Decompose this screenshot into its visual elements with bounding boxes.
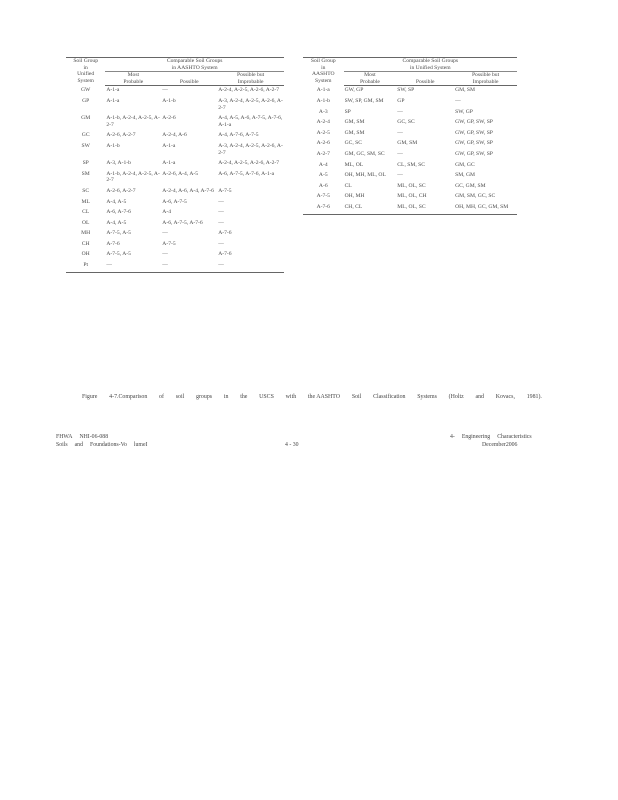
cell-improbable: A-4, A-5, A-6, A-7-5, A-7-6, A-1-a <box>218 115 283 128</box>
footer-document-number <box>56 434 115 440</box>
word: with <box>285 394 297 400</box>
cell-possible: A-2-4, A-6 <box>162 132 187 139</box>
cell-most-probable: OH, MH <box>344 193 365 200</box>
cell-possible: A-1-a <box>162 142 176 149</box>
aashto-to-uscs-table <box>303 57 517 215</box>
cell-most-probable: A-7-6 <box>106 240 120 247</box>
word: Classification <box>373 394 406 400</box>
figure-caption <box>82 394 542 400</box>
cell-most-probable: A-3, A-1-b <box>106 160 131 167</box>
cell-most-probable: SW, SP, GM, SM <box>344 97 384 104</box>
cell-most-probable: A-1-b <box>106 142 120 149</box>
table-row <box>303 203 517 214</box>
cell-improbable: A-7-6 <box>218 251 232 258</box>
cell-improbable: A-2-4, A-2-5, A-2-6, A-2-7 <box>218 160 280 167</box>
word: Figure <box>82 394 98 400</box>
table-row <box>66 187 284 198</box>
cell-improbable: GW, GP, SW, SP <box>455 140 493 147</box>
cell-possible: — <box>397 108 403 115</box>
word: Kovacs, <box>495 394 515 400</box>
cell-possible: CL, SM, SC <box>397 161 425 168</box>
cell-most-probable: A-2-6, A-2-7 <box>106 187 136 194</box>
cell-soil-group: CL <box>82 209 90 216</box>
cell-most-probable: A-4, A-5 <box>106 219 127 226</box>
table-row <box>66 97 284 114</box>
table-row <box>66 229 284 240</box>
header-most-probable: Most Probable <box>105 72 161 86</box>
cell-improbable: A-4, A-7-6, A-7-5 <box>218 132 259 139</box>
cell-possible: — <box>161 261 217 272</box>
cell-most-probable: A-1-b, A-2-4, A-2-5, A-2-7 <box>106 170 160 184</box>
cell-possible: A-2-4, A-6, A-4, A-7-6 <box>162 187 214 194</box>
cell-possible: A-1-b <box>162 97 176 104</box>
word: 4-7.Comparison <box>109 394 148 400</box>
cell-improbable: — <box>218 209 224 216</box>
cell-soil-group: GC <box>81 132 90 139</box>
word: the AASHTO <box>307 394 341 400</box>
cell-soil-group: SP <box>82 160 89 167</box>
cell-soil-group: A-1-a <box>316 86 330 93</box>
cell-most-probable: OH, MH, ML, OL <box>344 172 386 179</box>
cell-possible: ML, OL, CH <box>397 193 427 200</box>
cell-improbable: A-6, A-7-5, A-7-6, A-1-a <box>218 170 275 177</box>
word: Soil <box>351 394 362 400</box>
table-row <box>66 86 284 97</box>
cell-improbable: A-3, A-2-4, A-2-5, A-2-6, A-2-7 <box>218 142 283 156</box>
cell-possible: — <box>162 230 168 237</box>
cell-soil-group: A-5 <box>318 172 328 179</box>
cell-possible: — <box>397 129 403 136</box>
cell-soil-group: GW <box>81 86 91 93</box>
table-row <box>66 159 284 170</box>
table-row <box>66 261 284 272</box>
cell-improbable: OH, MH, GC, GM, SM <box>454 203 517 214</box>
cell-most-probable: A-7-5, A-5 <box>106 230 131 237</box>
cell-improbable: A-7-5 <box>218 187 232 194</box>
cell-possible: A-6, A-7-5 <box>162 198 187 205</box>
cell-soil-group: GM <box>81 115 91 122</box>
cell-improbable: GC, GM, SM <box>455 182 486 189</box>
cell-most-probable: A-7-5, A-5 <box>106 251 131 258</box>
cell-most-probable: GC, SC <box>344 140 362 147</box>
table-row <box>303 161 517 172</box>
header-comparable-groups: Comparable Soil Groups in Unified System <box>344 58 517 72</box>
cell-soil-group: SM <box>81 170 90 177</box>
cell-soil-group: CH <box>81 240 90 247</box>
cell-soil-group: GP <box>82 97 90 104</box>
table-row <box>66 219 284 230</box>
table-row <box>66 131 284 142</box>
cell-most-probable: A-1-a <box>106 97 120 104</box>
word: of <box>159 394 164 400</box>
cell-possible: SW, SP <box>397 87 415 94</box>
cell-possible: GC, SC <box>397 119 415 126</box>
cell-possible: A-1-a <box>162 160 176 167</box>
table-row <box>66 208 284 219</box>
cell-most-probable: ML, OL <box>344 161 364 168</box>
table-row <box>303 97 517 108</box>
header-soil-group: Soil Group in Unified System <box>66 58 105 86</box>
header-improbable: Possible but Improbable <box>217 72 284 86</box>
cell-soil-group: A-4 <box>318 161 328 168</box>
cell-most-probable: GM, GC, SM, SC <box>344 150 385 157</box>
cell-soil-group: A-2-5 <box>316 129 330 136</box>
cell-possible: GM, SM <box>397 140 418 147</box>
cell-soil-group: A-1-b <box>316 97 330 104</box>
cell-improbable: — <box>217 261 284 272</box>
word: Systems <box>417 394 437 400</box>
cell-improbable: A-2-4, A-2-5, A-2-6, A-2-7 <box>218 87 280 94</box>
cell-soil-group: ML <box>81 198 90 205</box>
cell-soil-group: OH <box>81 251 90 258</box>
table-row <box>303 139 517 150</box>
cell-most-probable: A-4, A-5 <box>106 198 127 205</box>
word: and <box>74 442 83 448</box>
word: Soils <box>56 442 68 448</box>
cell-possible: A-6, A-7-5, A-7-6 <box>162 219 203 226</box>
cell-most-probable: A-6, A-7-6 <box>106 209 131 216</box>
cell-most-probable: SP <box>344 108 351 115</box>
cell-improbable: GM, SM, GC, SC <box>455 193 496 200</box>
header-possible: Possible <box>396 72 454 86</box>
cell-most-probable: A-2-6, A-2-7 <box>106 132 136 139</box>
table-row <box>303 182 517 193</box>
cell-most-probable: CL <box>344 182 352 189</box>
word: NHI-06-088 <box>79 434 109 440</box>
word: groups <box>196 394 213 400</box>
cell-improbable: GW, GP, SW, SP <box>455 129 493 136</box>
cell-possible: — <box>162 87 168 94</box>
word: Foundations-Vo <box>89 442 127 448</box>
cell-possible: A-4 <box>162 209 171 216</box>
header-most-probable: Most Probable <box>344 72 397 86</box>
cell-improbable: — <box>218 219 224 226</box>
cell-improbable: GW, GP, SW, SP <box>455 150 493 157</box>
cell-possible: ML, OL, SC <box>397 182 426 189</box>
cell-possible: ML, OL, SC <box>396 203 454 214</box>
word: 1981). <box>526 394 542 400</box>
cell-most-probable: A-1-a <box>106 87 120 94</box>
table-row <box>66 240 284 251</box>
footer-document-title <box>56 442 154 448</box>
cell-possible: — <box>162 251 168 258</box>
right-table-body <box>303 86 517 214</box>
cell-improbable: GW, GP, SW, SP <box>455 119 493 126</box>
table-row <box>66 170 284 187</box>
table-row <box>66 198 284 209</box>
uscs-to-aashto-table <box>66 57 284 273</box>
cell-possible: A-2-6 <box>162 115 176 122</box>
table-row <box>303 171 517 182</box>
header-improbable: Possible but Improbable <box>454 72 517 86</box>
table-row <box>303 118 517 129</box>
cell-most-probable: — <box>105 261 161 272</box>
cell-possible: GP <box>397 97 405 104</box>
cell-soil-group: A-7-5 <box>316 193 330 200</box>
cell-soil-group: MH <box>81 230 91 237</box>
word: Characteristics <box>497 434 532 440</box>
table-row <box>66 114 284 131</box>
cell-improbable: A-7-6 <box>218 230 232 237</box>
header-possible: Possible <box>161 72 217 86</box>
cell-most-probable: A-1-b, A-2-4, A-2-5, A-2-7 <box>106 115 160 128</box>
word: Engineering <box>461 434 491 440</box>
footer-date: December2006 <box>482 442 518 448</box>
cell-most-probable: CH, CL <box>344 203 397 214</box>
cell-improbable: A-3, A-2-4, A-2-5, A-2-6, A-2-7 <box>218 97 283 111</box>
table-row <box>66 142 284 159</box>
cell-improbable: GM, SM <box>455 87 475 94</box>
word: and <box>475 394 485 400</box>
table-row <box>303 86 517 97</box>
word: the <box>240 394 248 400</box>
cell-most-probable: GW, GP <box>344 87 364 94</box>
header-soil-group: Soil Group in AASHTO System <box>303 58 344 86</box>
table-row <box>303 129 517 140</box>
cell-possible: A-2-6, A-4, A-5 <box>162 170 199 177</box>
word: in <box>223 394 229 400</box>
cell-improbable: SW, GP <box>455 108 473 115</box>
word: 4- <box>450 434 455 440</box>
cell-improbable: SM, GM <box>455 172 475 179</box>
cell-soil-group: A-6 <box>318 182 328 189</box>
table-row <box>303 192 517 203</box>
cell-soil-group: OL <box>81 219 90 226</box>
cell-soil-group: A-2-6 <box>316 140 330 147</box>
word: lumeI <box>133 442 148 448</box>
cell-soil-group: A-3 <box>318 108 328 115</box>
footer-chapter-title <box>450 434 539 440</box>
left-table-body <box>66 86 284 272</box>
cell-most-probable: GM, SM <box>344 119 365 126</box>
table-row <box>303 150 517 161</box>
cell-soil-group: Pt <box>66 261 105 272</box>
cell-improbable: GM, GC <box>455 161 475 168</box>
table-row <box>303 108 517 119</box>
word: soil <box>175 394 185 400</box>
header-comparable-groups: Comparable Soil Groups in AASHTO System <box>105 58 284 72</box>
word: (Holtz <box>448 394 464 400</box>
cell-possible: A-7-5 <box>162 240 176 247</box>
cell-improbable: — <box>218 240 224 247</box>
cell-soil-group: A-2-4 <box>316 119 330 126</box>
cell-improbable: — <box>218 198 224 205</box>
word: USCS <box>259 394 274 400</box>
cell-improbable: — <box>455 97 461 104</box>
cell-possible: — <box>397 150 403 157</box>
cell-possible: — <box>397 172 403 179</box>
cell-soil-group: A-2-7 <box>316 150 330 157</box>
cell-most-probable: GM, SM <box>344 129 365 136</box>
cell-soil-group: A-7-6 <box>303 203 344 214</box>
cell-soil-group: SW <box>81 142 90 149</box>
cell-soil-group: SC <box>82 187 90 194</box>
table-row <box>66 250 284 261</box>
footer-page-number: 4 - 30 <box>285 442 299 448</box>
word: FHWA <box>56 434 73 440</box>
